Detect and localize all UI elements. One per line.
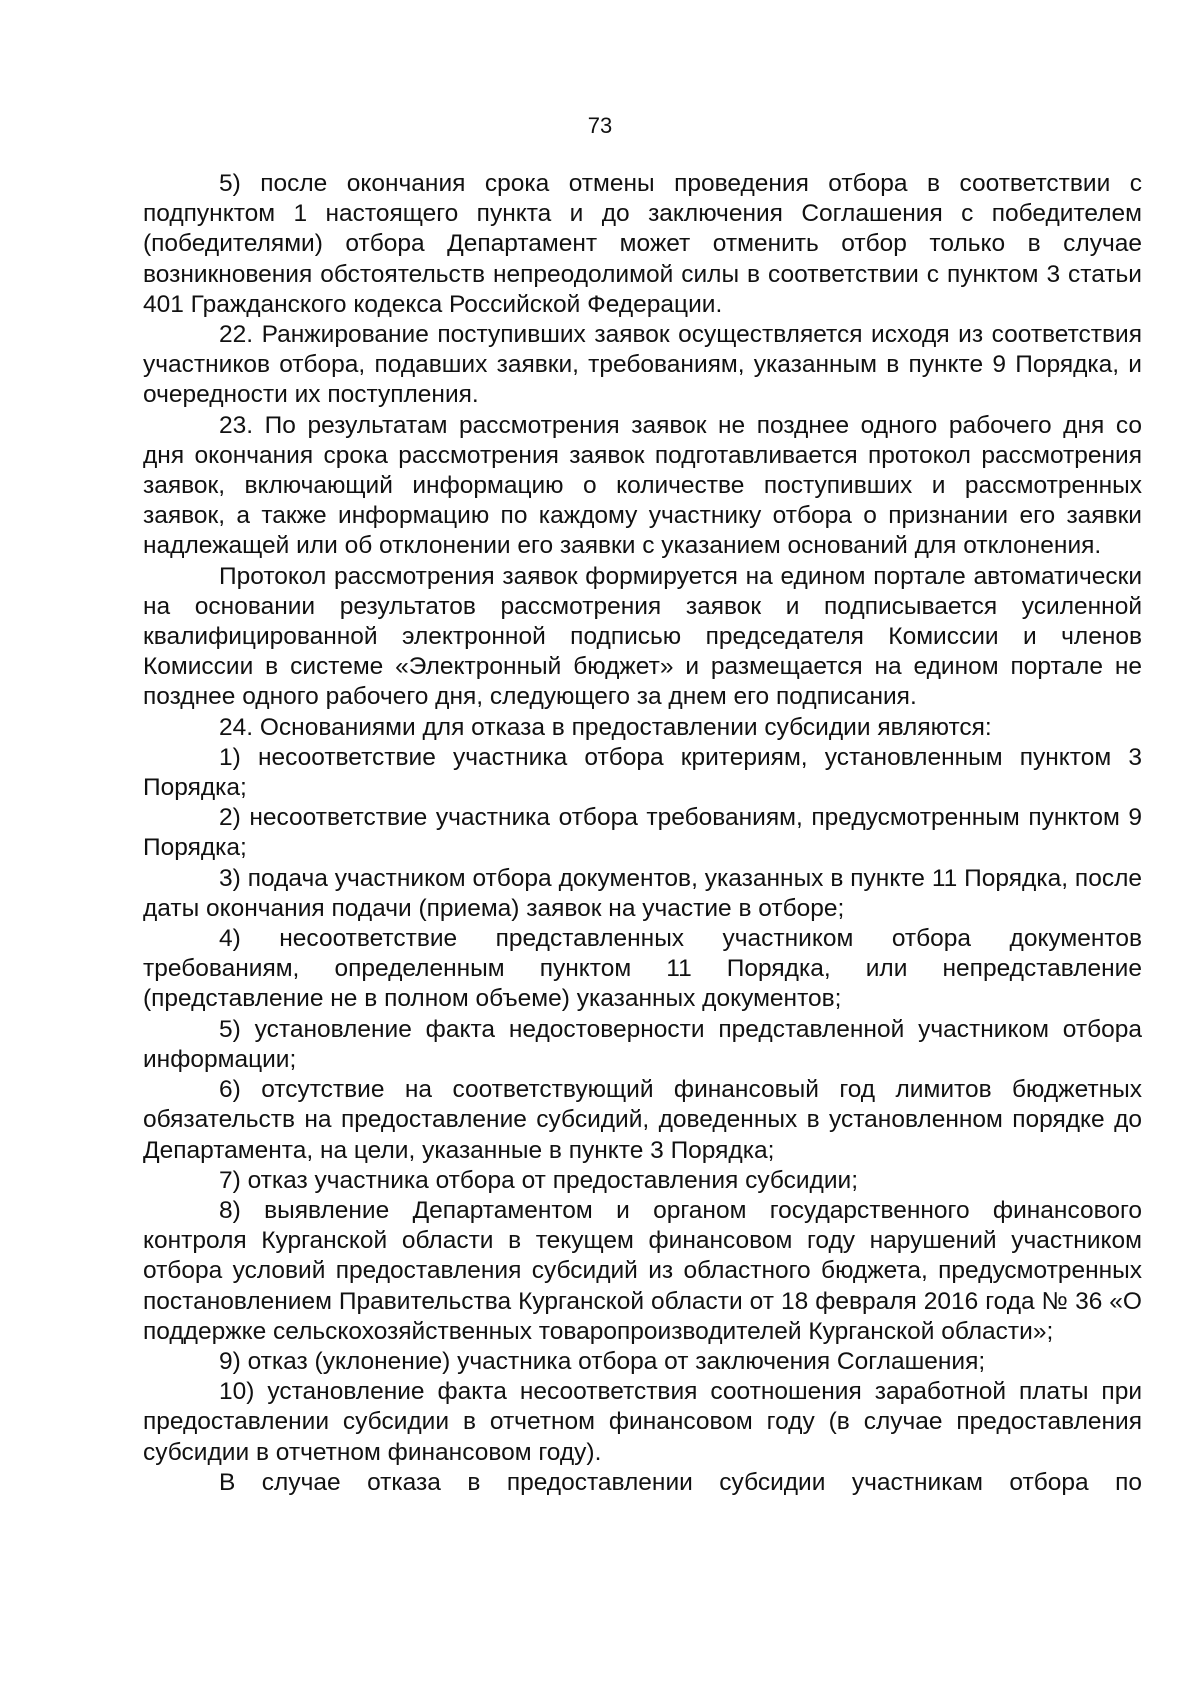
list-item-refusal-4: 4) несоответствие представленных участником отбора документов требованиям, определенным пунктом 11 Порядка, или непредставление (представление не в полном объеме) указанных документов; bbox=[143, 925, 1142, 1013]
paragraph-23-review-results: 23. По результатам рассмотрения заявок не позднее одного рабочего дня со дня окончания срока рассмотрения заявок подготавливается протокол рассмотрения заявок, включающий информацию о количестве поступивших и рассмотренных заявок, а также информацию по каждому участнику отбора о признании его заявки надлежащей или об отклонении его заявки с указанием оснований для отклонения. bbox=[143, 411, 1142, 560]
list-item-refusal-6: 6) отсутствие на соответствующий финансовый год лимитов бюджетных обязательств на предоставление субсидий, доведенных в установленном порядке до Департамента, на цели, указанные в пункте 3 Порядка; bbox=[143, 1076, 1142, 1164]
document-body bbox=[143, 169, 1142, 1498]
list-item-refusal-5: 5) установление факта недостоверности представленной участником отбора информации; bbox=[143, 1015, 1142, 1073]
list-item-refusal-8: 8) выявление Департаментом и органом государственного финансового контроля Курганской области в текущем финансовом году нарушений участником отбора условий предоставления субсидий из областного бюджета, предусмотренных постановлением Правительства Курганской области от 18 февраля 2016 года № 36 «О поддержке сельскохозяйственных товаропроизводителей Курганской области»; bbox=[143, 1196, 1142, 1345]
paragraph-protocol: Протокол рассмотрения заявок формируется на едином портале автоматически на основании результатов рассмотрения заявок и подписывается усиленной квалифицированной электронной подписью председателя Комиссии и членов Комиссии в системе «Электронный бюджет» и размещается на едином портале не позднее одного рабочего дня, следующего за днем его подписания. bbox=[143, 562, 1142, 711]
paragraph-24-grounds-for-refusal: 24. Основаниями для отказа в предоставлении субсидии являются: bbox=[219, 713, 992, 741]
list-item-refusal-10: 10) установление факта несоответствия соотношения заработной платы при предоставлении субсидии в отчетном финансовом году (в случае предоставления субсидии в отчетном финансовом году). bbox=[143, 1378, 1142, 1466]
page-number: 73 bbox=[587, 113, 613, 138]
list-item-refusal-1: 1) несоответствие участника отбора критериям, установленным пунктом 3 Порядка; bbox=[143, 743, 1142, 802]
list-item-refusal-7: 7) отказ участника отбора от предоставления субсидии; bbox=[219, 1166, 859, 1194]
list-item-refusal-9: 9) отказ (уклонение) участника отбора от заключения Соглашения; bbox=[219, 1347, 986, 1375]
paragraph-22-ranking: 22. Ранжирование поступивших заявок осуществляется исходя из соответствия участников отбора, подавших заявки, требованиям, указанным в пункте 9 Порядка, и очередности их поступления. bbox=[143, 321, 1142, 409]
paragraph-refusal-case-continued: В случае отказа в предоставлении субсидии участникам отбора по bbox=[219, 1468, 1142, 1496]
list-item-refusal-2: 2) несоответствие участника отбора требованиям, предусмотренным пунктом 9 Порядка; bbox=[143, 804, 1142, 862]
list-item-refusal-3: 3) подача участником отбора документов, указанных в пункте 11 Порядка, после даты окончания подачи (приема) заявок на участие в отборе; bbox=[143, 864, 1142, 922]
paragraph-cancellation-after-deadline: 5) после окончания срока отмены проведения отбора в соответствии с подпунктом 1 настоящего пункта и до заключения Соглашения с победителем (победителями) отбора Департамент может отменить отбор только в случае возникновения обстоятельств непреодолимой силы в соответствии с пунктом 3 статьи 401 Гражданского кодекса Российской Федерации. bbox=[143, 170, 1142, 318]
